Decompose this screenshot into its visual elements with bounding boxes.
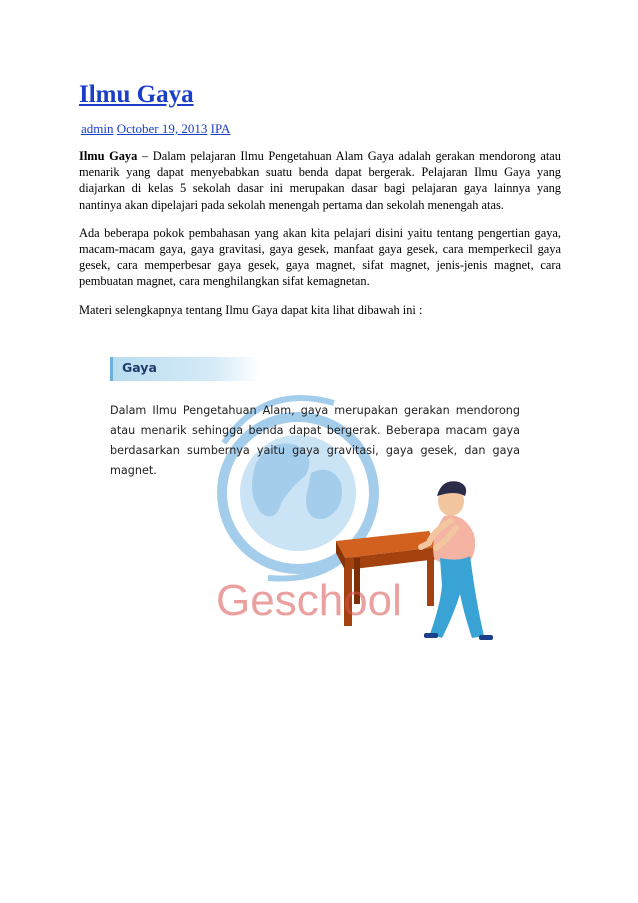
figure-header-label: Gaya: [122, 360, 157, 375]
category-link[interactable]: IPA: [210, 121, 231, 136]
closing-paragraph: Materi selengkapnya tentang Ilmu Gaya dapat kita lihat dibawah ini :: [79, 302, 423, 317]
gaya-illustration: [106, 353, 530, 655]
date-link[interactable]: October 19, 2013: [116, 121, 208, 136]
watermark-text: Geschool: [216, 576, 402, 625]
post-meta: [79, 121, 561, 137]
article: [79, 80, 561, 318]
topics-paragraph: Ada beberapa pokok pembahasan yang akan kita pelajari disini yaitu tentang pengertian gaya, macam-macam gaya, gaya gravitasi, gaya gesek, manfaat gaya gesek, cara memperkecil gaya gesek, cara memperbesar gaya gesek, gaya magnet, sifat magnet, jenis-jenis magnet, cara pembuatan magnet, cara menghilangkan sifat kemagnetan.: [79, 225, 561, 289]
author-link[interactable]: admin: [81, 121, 114, 136]
intro-paragraph: [79, 148, 561, 213]
figure-header: [110, 357, 260, 381]
intro-term: Ilmu Gaya: [79, 149, 138, 163]
figure-caption-text: Dalam Ilmu Pengetahuan Alam, gaya merupakan gerakan mendorong atau menarik sehingga benda dapat bergerak. Beberapa macam gaya berdasarkan sumbernya yaitu gaya gravitasi, gaya gesek, dan gaya magnet.: [110, 404, 520, 477]
figure-header-bar: [110, 357, 113, 381]
illustration-graphics: [106, 353, 530, 655]
article-title[interactable]: Ilmu Gaya: [79, 81, 194, 108]
intro-text: – Dalam pelajaran Ilmu Pengetahuan Alam Gaya adalah gerakan mendorong atau menarik yang dapat menyebabkan suatu benda dapat bergerak. Pelajaran Ilmu Gaya yang diajarkan di kelas 5 sekolah dasar ini merupakan dasar bagi pelajaran gaya lainnya yang nantinya akan dipelajari pada sekolah menengah pertama dan sekolah menengah atas.: [79, 149, 561, 212]
